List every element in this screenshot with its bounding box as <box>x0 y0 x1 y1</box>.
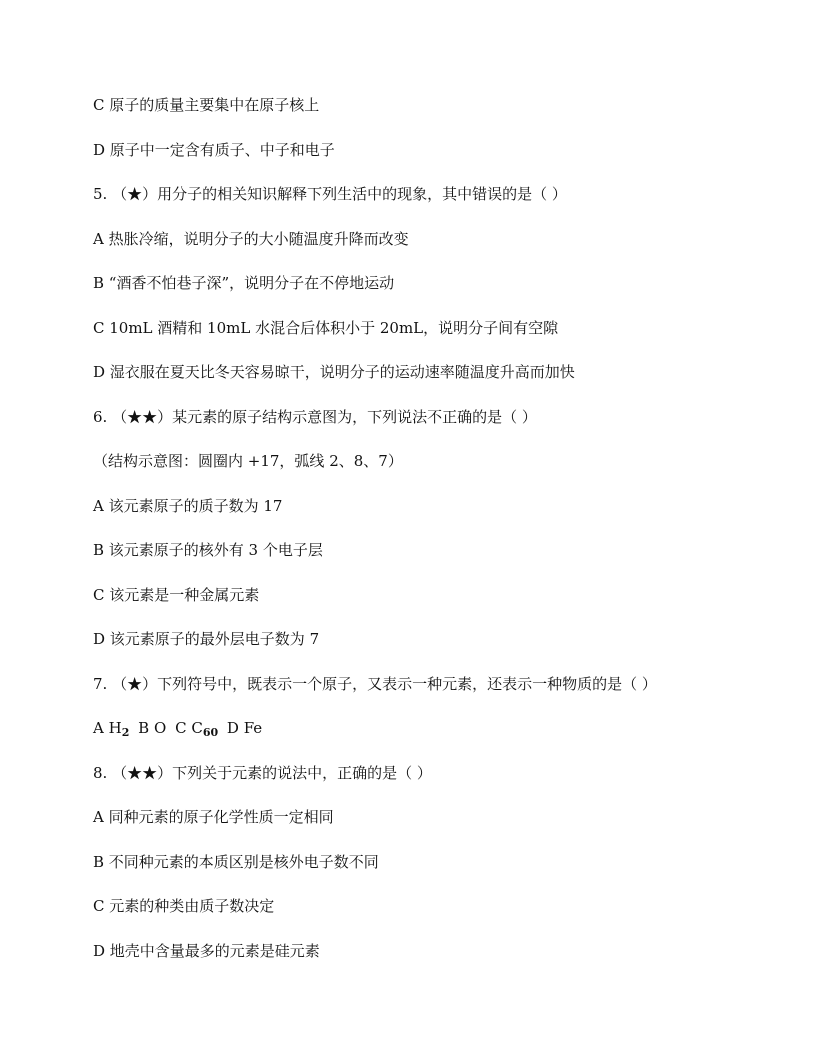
q4-option-d: D 原子中一定含有质子、中子和电子 <box>93 141 335 159</box>
q5-stem: 5. （★）用分子的相关知识解释下列生活中的现象，其中错误的是（ ） <box>93 185 567 203</box>
q6-option-b: B 该元素原子的核外有 3 个电子层 <box>93 541 323 559</box>
q6-stem: 6. （★★）某元素的原子结构示意图为，下列说法不正确的是（ ） <box>93 408 537 426</box>
q6-option-a: A 该元素原子的质子数为 17 <box>93 497 283 515</box>
q7-option-c-label: C <box>175 719 187 737</box>
q7-option-a-formula: $H_2$ <box>108 719 130 739</box>
q7-options <box>93 718 262 738</box>
q5-option-b: B “酒香不怕巷子深”，说明分子在不停地运动 <box>93 274 395 292</box>
q7-option-d-label: D <box>226 719 239 737</box>
q7-option-a-label: A <box>93 719 104 737</box>
q6-option-c: C 该元素是一种金属元素 <box>93 586 260 604</box>
q7-stem: 7. （★）下列符号中，既表示一个原子，又表示一种元素，还表示一种物质的是（ ） <box>93 675 657 693</box>
q4-option-c: C 原子的质量主要集中在原子核上 <box>93 96 320 114</box>
q7-option-b-formula: O <box>153 719 167 737</box>
q8-stem: 8. （★★）下列关于元素的说法中，正确的是（ ） <box>93 764 432 782</box>
q8-option-b: B 不同种元素的本质区别是核外电子数不同 <box>93 853 379 871</box>
q7-option-d-formula: Fe <box>243 719 263 737</box>
q8-option-a: A 同种元素的原子化学性质一定相同 <box>93 808 334 826</box>
q5-option-c: C 10mL 酒精和 10mL 水混合后体积小于 20mL，说明分子间有空隙 <box>93 319 559 337</box>
q5-option-a: A 热胀冷缩，说明分子的大小随温度升降而改变 <box>93 230 409 248</box>
q8-option-d: D 地壳中含量最多的元素是硅元素 <box>93 942 320 960</box>
q6-option-d: D 该元素原子的最外层电子数为 7 <box>93 630 320 648</box>
q7-option-b-label: B <box>138 719 150 737</box>
q7-option-c-formula: $C_{60}$ <box>191 719 219 739</box>
q5-option-d: D 湿衣服在夏天比冬天容易晾干，说明分子的运动速率随温度升高而加快 <box>93 363 575 381</box>
q6-diagram-note: （结构示意图：圆圈内 +17，弧线 2、8、7） <box>93 452 403 470</box>
q8-option-c: C 元素的种类由质子数决定 <box>93 897 275 915</box>
